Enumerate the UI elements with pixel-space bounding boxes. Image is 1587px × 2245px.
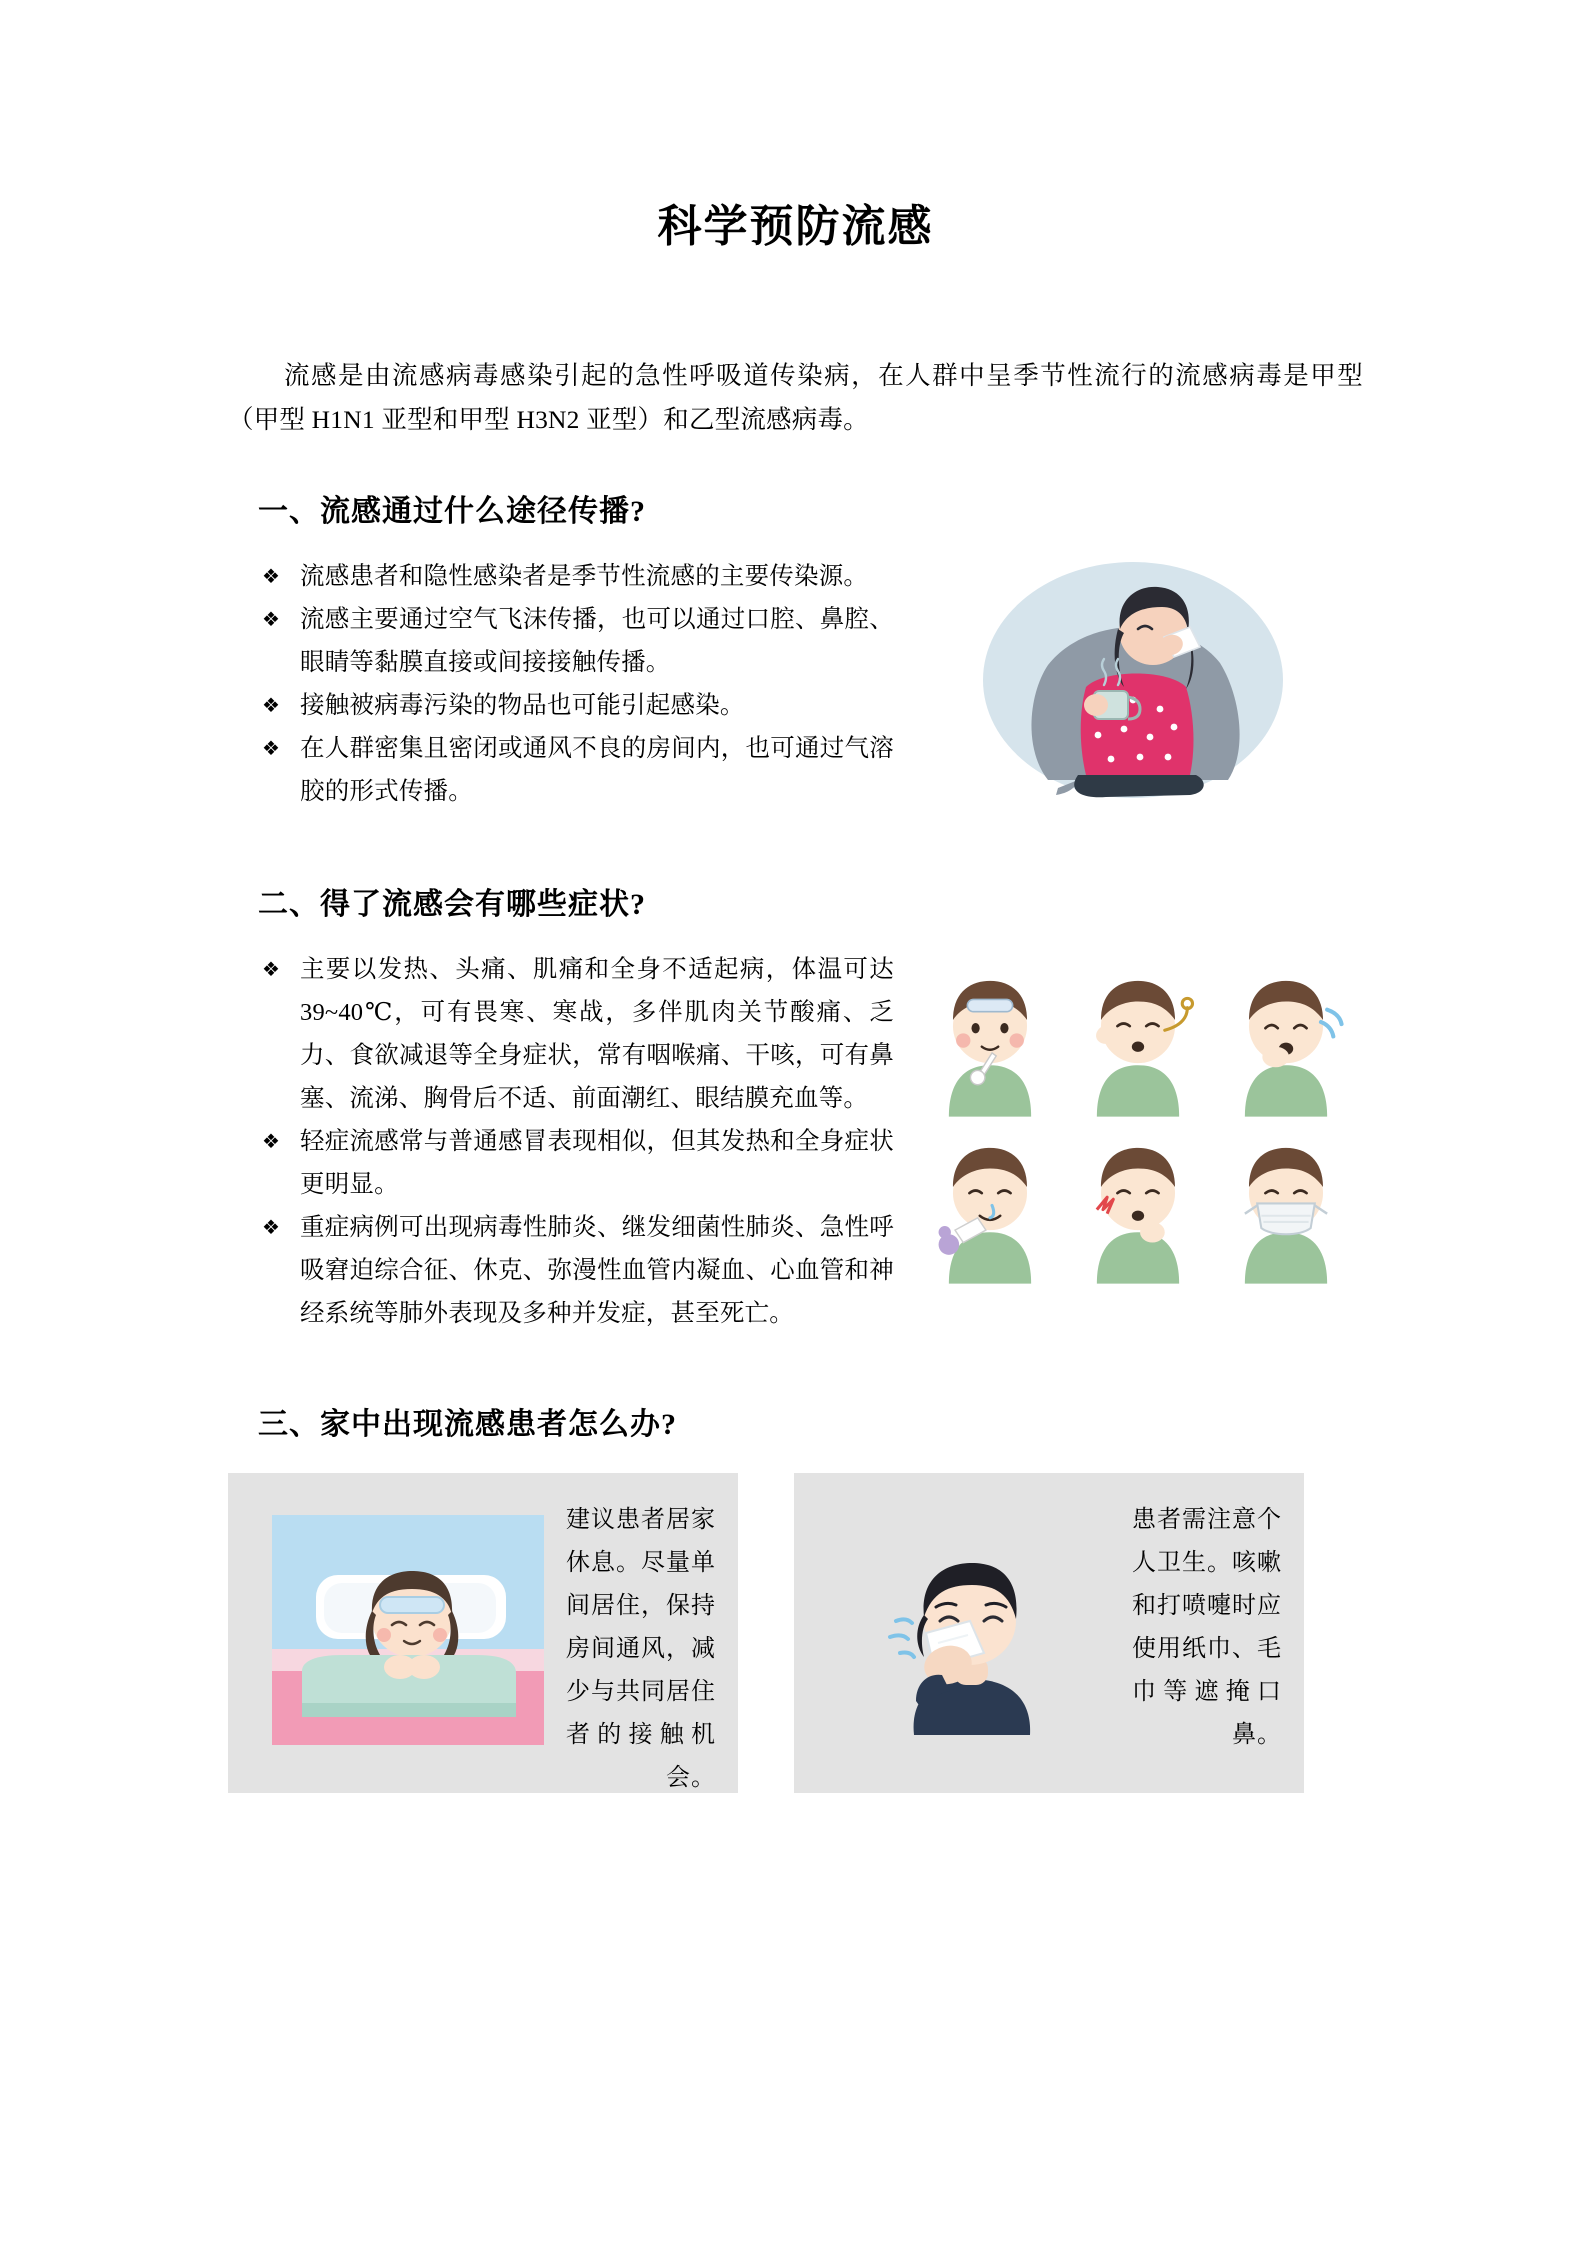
list-item: [254, 598, 894, 684]
section-1-body: [228, 555, 1363, 813]
diamond-bullet-icon: ❖: [262, 1216, 281, 1239]
list-item-text: 流感主要通过空气飞沫传播，也可以通过口腔、鼻腔、眼睛等黏膜直接或间接接触传播。: [300, 605, 894, 676]
section-2-body: [228, 948, 1363, 1335]
diamond-bullet-icon: ❖: [262, 565, 281, 588]
symptom-icons-grid-image: [918, 958, 1358, 1288]
symptom-sore-throat-icon: [1066, 1125, 1210, 1288]
diamond-bullet-icon: ❖: [262, 608, 281, 631]
list-item-text: 主要以发热、头痛、肌痛和全身不适起病，体温可达 39~40℃，可有畏寒、寒战，多伴肌肉关节酸痛、乏力、食欲减退等全身症状，常有咽喉痛、干咳，可有鼻塞、流涕、胸骨后不适、前面潮红、眼结膜充血等。: [300, 955, 894, 1112]
diamond-bullet-icon: ❖: [262, 737, 281, 760]
list-item: [254, 1206, 894, 1335]
section-2-bullet-list: [254, 948, 894, 1335]
list-item-text: 重症病例可出现病毒性肺炎、继发细菌性肺炎、急性呼吸窘迫综合征、休克、弥漫性血管内凝血、心血管和神经系统等肺外表现及多种并发症，甚至死亡。: [300, 1213, 894, 1327]
person-covering-sneeze-image: [830, 1525, 1080, 1735]
intro-paragraph: 流感是由流感病毒感染引起的急性呼吸道传染病，在人群中呈季节性流行的流感病毒是甲型（甲型 H1N1 亚型和甲型 H3N2 亚型）和乙型流感病毒。: [228, 361, 1363, 434]
list-item: [254, 555, 894, 598]
document-content: [228, 0, 1363, 1793]
page-title: 科学预防流感: [657, 202, 934, 251]
symptom-mask-icon: [1214, 1125, 1358, 1288]
list-item-text: 轻症流感常与普通感冒表现相似，但其发热和全身症状更明显。: [300, 1127, 894, 1198]
section-3-heading: 三、家中出现流感患者怎么办?: [258, 1407, 677, 1441]
list-item: [254, 1120, 894, 1206]
section-1-bullet-list: [254, 555, 894, 813]
section-3-card-row: [228, 1473, 1363, 1793]
list-item-text: 接触被病毒污染的物品也可能引起感染。: [300, 691, 745, 719]
symptom-cough-icon: [1214, 958, 1358, 1121]
section-2-heading: 二、得了流感会有哪些症状?: [258, 887, 646, 921]
list-item: [254, 684, 894, 727]
card-text-rest: 建议患者居家休息。尽量单间居住，保持房间通风，减少与共同居住者的接触机会。: [566, 1506, 716, 1791]
patient-resting-in-bed-image: [272, 1515, 544, 1745]
home-care-card-hygiene: [794, 1473, 1304, 1793]
diamond-bullet-icon: ❖: [262, 694, 281, 717]
diamond-bullet-icon: ❖: [262, 1130, 281, 1153]
list-item-text: 流感患者和隐性感染者是季节性流感的主要传染源。: [300, 562, 869, 590]
list-item: [254, 727, 894, 813]
section-1-heading: 一、流感通过什么途径传播?: [258, 495, 646, 528]
home-care-card-rest: [228, 1473, 738, 1793]
diamond-bullet-icon: ❖: [262, 958, 281, 981]
card-text-hygiene: 患者需注意个人卫生。咳嗽和打喷嚏时应使用纸巾、毛巾等遮掩口鼻。: [1132, 1506, 1282, 1748]
list-item-text: 在人群密集且密闭或通风不良的房间内，也可通过气溶胶的形式传播。: [300, 734, 894, 805]
list-item: [254, 948, 894, 1120]
symptom-headache-icon: [1066, 958, 1210, 1121]
sick-woman-blanket-image: [928, 545, 1348, 805]
symptom-runny-nose-icon: [918, 1125, 1062, 1288]
symptom-fever-icon: [918, 958, 1062, 1121]
